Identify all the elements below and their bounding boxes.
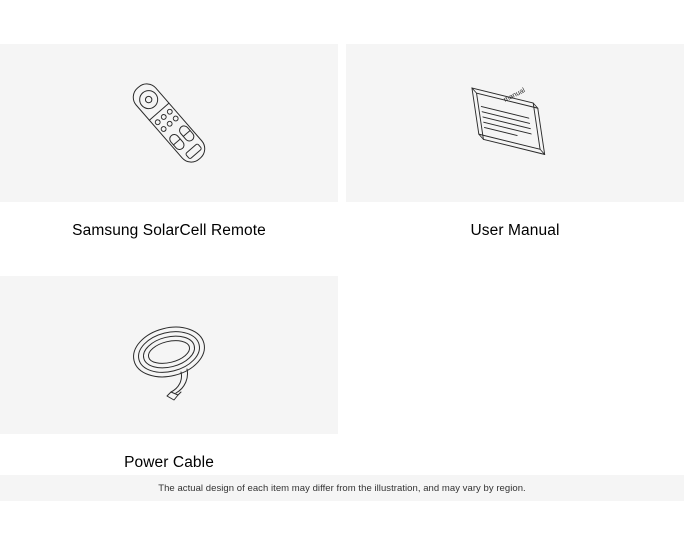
accessories-row-1 [0, 44, 684, 241]
manual-cover-label: manual [502, 87, 527, 104]
power-cable-image-tile [0, 276, 338, 434]
manual-image-tile [346, 44, 684, 202]
accessory-item-remote [0, 44, 338, 241]
accessory-item-manual [346, 44, 684, 241]
accessories-grid [0, 44, 684, 473]
user-manual-booklet-illustration [460, 73, 570, 173]
remote-control-illustration [109, 68, 229, 178]
footer-note-text: The actual design of each item may differ from the illustration, and may vary by region. [158, 482, 526, 494]
manual-caption: User Manual [470, 222, 560, 239]
accessory-item-power-cable [0, 276, 338, 473]
remote-caption: Samsung SolarCell Remote [72, 222, 266, 239]
remote-image-tile [0, 44, 338, 202]
footer-note-bar [0, 475, 684, 501]
power-cable-caption: Power Cable [124, 454, 214, 471]
row-spacer [0, 241, 684, 276]
accessories-row-2 [0, 276, 684, 473]
coiled-power-cable-illustration [109, 300, 229, 410]
